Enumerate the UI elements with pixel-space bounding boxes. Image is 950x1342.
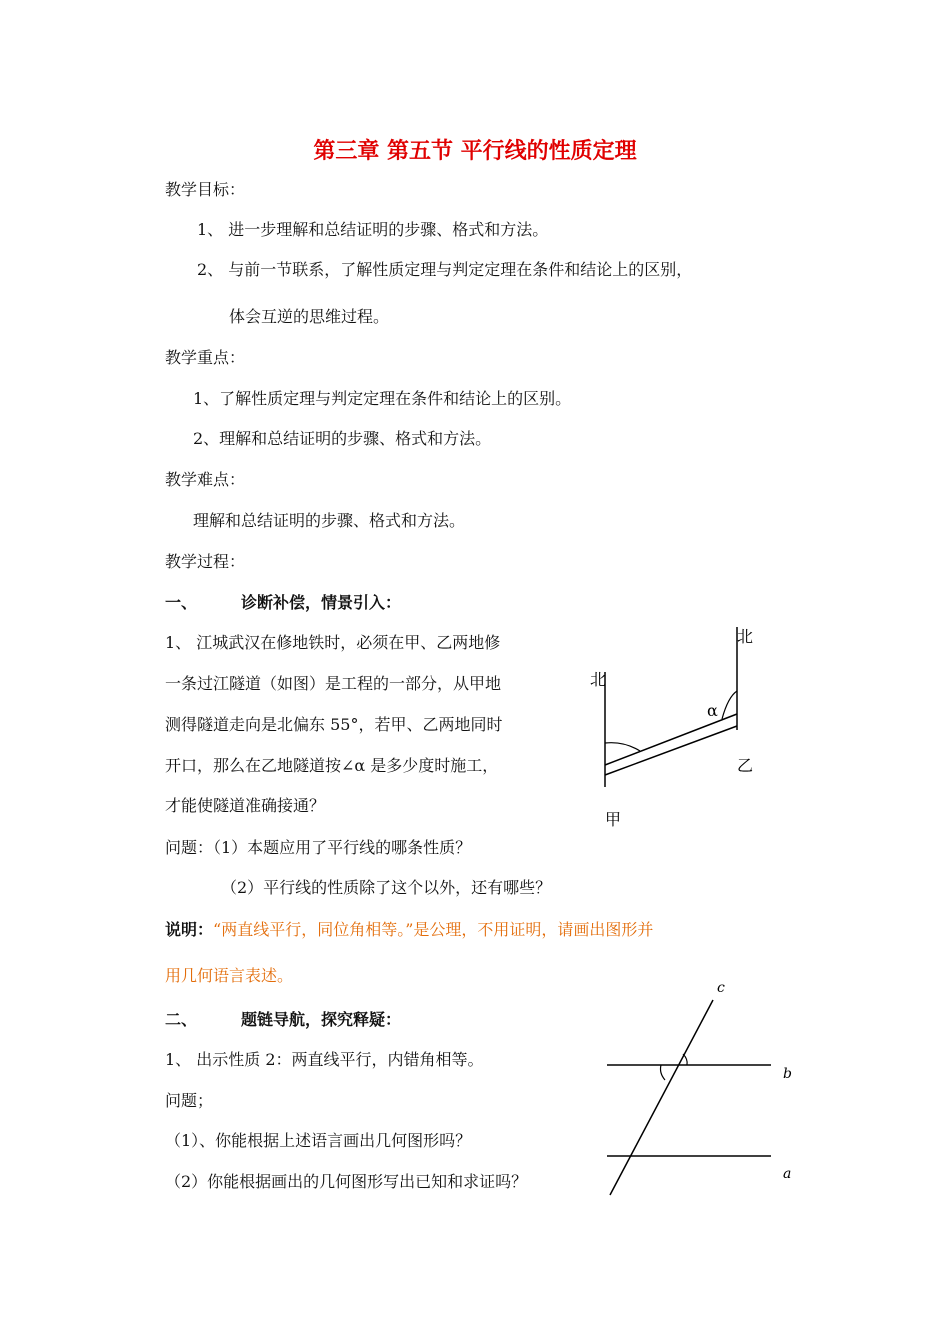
problem-line-2: 一条过江隧道（如图）是工程的一部分，从甲地 bbox=[165, 674, 502, 693]
question-q2: （2）你能根据画出的几何图形写出已知和求证吗？ bbox=[165, 1172, 528, 1191]
key-points-heading: 教学重点： bbox=[165, 348, 246, 367]
note-text-1: “两直线平行，同位角相等。”是公理，不用证明，请画出图形并 bbox=[213, 920, 654, 939]
process-heading: 教学过程： bbox=[165, 552, 246, 571]
parallel-lines-figure bbox=[595, 978, 805, 1203]
label-jia: 甲 bbox=[605, 810, 622, 829]
label-yi: 乙 bbox=[737, 756, 754, 775]
property-2: 1、 出示性质 2：两直线平行，内错角相等。 bbox=[165, 1050, 484, 1069]
key-point-2: 2、理解和总结证明的步骤、格式和方法。 bbox=[193, 429, 492, 448]
label-north-jia: 北 bbox=[590, 670, 607, 689]
label-b: b bbox=[783, 1066, 792, 1082]
problem-line-3: 测得隧道走向是北偏东 55°，若甲、乙两地同时 bbox=[165, 715, 503, 734]
tunnel-edge-upper bbox=[605, 714, 737, 765]
problem-line-4: 开口，那么在乙地隧道按∠α 是多少度时施工， bbox=[165, 756, 499, 775]
section-1-number: 一、 bbox=[165, 593, 198, 612]
label-north-yi: 北 bbox=[737, 627, 754, 646]
key-point-1: 1、了解性质定理与判定定理在条件和结论上的区别。 bbox=[193, 389, 572, 408]
tunnel-edge-lower bbox=[605, 726, 737, 775]
label-c: c bbox=[717, 980, 725, 996]
difficulties-heading: 教学难点： bbox=[165, 470, 246, 489]
angle-arc-lower bbox=[661, 1065, 666, 1080]
label-alpha: α bbox=[707, 701, 718, 720]
section-1-title: 诊断补偿，情景引入： bbox=[241, 593, 402, 612]
transversal-c bbox=[610, 1000, 713, 1195]
question-1: 问题：（1）本题应用了平行线的哪条性质？ bbox=[165, 838, 472, 857]
question-heading: 问题； bbox=[165, 1091, 214, 1110]
section-2-number: 二、 bbox=[165, 1010, 198, 1029]
angle-arc-jia bbox=[605, 743, 640, 751]
tunnel-figure bbox=[580, 615, 780, 840]
problem-line-5: 才能使隧道准确接通？ bbox=[165, 796, 326, 815]
objective-2: 2、 与前一节联系，了解性质定理与判定定理在条件和结论上的区别， bbox=[197, 260, 693, 279]
note-label: 说明： bbox=[165, 920, 214, 939]
page-title: 第三章 第五节 平行线的性质定理 bbox=[313, 139, 637, 164]
label-a: a bbox=[783, 1166, 792, 1182]
objective-1: 1、 进一步理解和总结证明的步骤、格式和方法。 bbox=[197, 220, 549, 239]
difficulty-1: 理解和总结证明的步骤、格式和方法。 bbox=[193, 511, 466, 530]
problem-line-1: 1、 江城武汉在修地铁时，必须在甲、乙两地修 bbox=[165, 633, 501, 652]
objectives-heading: 教学目标： bbox=[165, 180, 246, 199]
question-q1: （1）、你能根据上述语言画出几何图形吗？ bbox=[165, 1131, 472, 1150]
objective-2-continued: 体会互逆的思维过程。 bbox=[229, 307, 390, 326]
note-text-2: 用几何语言表述。 bbox=[165, 966, 294, 985]
section-2-title: 题链导航，探究释疑： bbox=[241, 1010, 402, 1029]
question-2: （2）平行线的性质除了这个以外，还有哪些？ bbox=[221, 878, 552, 897]
